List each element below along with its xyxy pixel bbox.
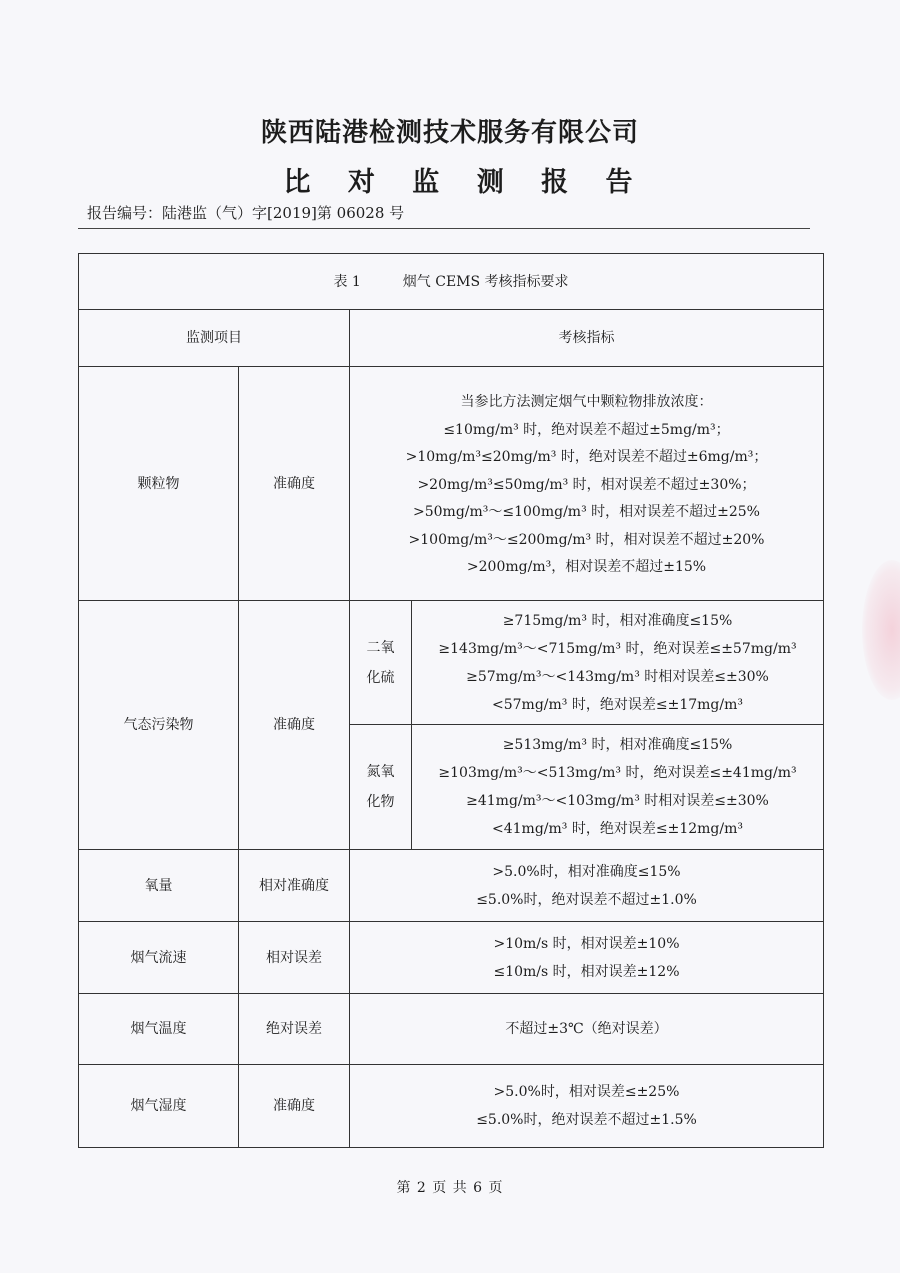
criteria-line: >5.0%时，相对准确度≤15% xyxy=(492,863,681,880)
criteria-flow xyxy=(350,922,824,994)
table-caption: 表 1 烟气 CEMS 考核指标要求 xyxy=(79,254,824,310)
criteria-line: ≥103mg/m³～<513mg/m³ 时，绝对误差≤±41mg/m³ xyxy=(438,765,797,781)
metric-humidity: 准确度 xyxy=(239,1065,350,1148)
criteria-line: >50mg/m³～≤100mg/m³ 时，相对误差不超过±25% xyxy=(413,504,760,521)
item-humidity: 烟气湿度 xyxy=(79,1065,239,1148)
item-gaseous: 气态污染物 xyxy=(79,601,239,850)
column-header-item: 监测项目 xyxy=(79,310,350,367)
criteria-line: 不超过±3℃（绝对误差） xyxy=(505,1021,668,1037)
document-title: 比 对 监 测 报 告 xyxy=(283,167,647,198)
metric-particulate: 准确度 xyxy=(239,367,350,601)
nox-label-line1: 氮氧 xyxy=(366,764,395,780)
company-name: 陕西陆港检测技术服务有限公司 xyxy=(260,118,639,148)
criteria-line: <57mg/m³ 时，绝对误差≤±17mg/m³ xyxy=(492,696,743,713)
header-divider xyxy=(78,228,810,229)
metric-temperature: 绝对误差 xyxy=(239,994,350,1065)
metric-flow: 相对误差 xyxy=(239,922,350,994)
criteria-line: ≥513mg/m³ 时，相对准确度≤15% xyxy=(502,737,733,753)
criteria-line: 当参比方法测定烟气中颗粒物排放浓度： xyxy=(460,394,713,411)
criteria-line: >10mg/m³≤20mg/m³ 时，绝对误差不超过±6mg/m³； xyxy=(405,449,768,466)
criteria-so2 xyxy=(412,601,824,725)
criteria-line: ≤10m/s 时，相对误差±12% xyxy=(493,963,680,980)
criteria-line: ≤10mg/m³ 时，绝对误差不超过±5mg/m³； xyxy=(443,421,730,438)
item-temperature: 烟气温度 xyxy=(79,994,239,1065)
so2-label-line2: 化硫 xyxy=(366,669,395,686)
criteria-line: >20mg/m³≤50mg/m³ 时，相对误差不超过±30%； xyxy=(417,476,756,493)
criteria-humidity xyxy=(350,1065,824,1148)
criteria-line: ≥715mg/m³ 时，相对准确度≤15% xyxy=(502,612,733,629)
metric-gaseous: 准确度 xyxy=(239,601,350,850)
report-number: 报告编号：陆港监（气）字[2019]第 06028 号 xyxy=(87,204,405,222)
criteria-line: ≤5.0%时，绝对误差不超过±1.0% xyxy=(476,891,697,908)
sub-item-so2 xyxy=(350,601,412,725)
criteria-line: ≥143mg/m³～<715mg/m³ 时，绝对误差≤±57mg/m³ xyxy=(438,640,797,657)
criteria-oxygen xyxy=(350,850,824,922)
column-header-criteria: 考核指标 xyxy=(350,310,824,367)
so2-label-line1: 二氧 xyxy=(366,639,395,656)
criteria-line: >200mg/m³，相对误差不超过±15% xyxy=(466,559,707,576)
nox-label-line2: 化物 xyxy=(366,794,395,810)
criteria-table xyxy=(78,253,824,1148)
item-particulate: 颗粒物 xyxy=(79,367,239,601)
page-number: 第 2 页 共 6 页 xyxy=(396,1180,504,1196)
red-seal-stamp xyxy=(862,560,900,700)
criteria-line: <41mg/m³ 时，绝对误差≤±12mg/m³ xyxy=(492,821,743,837)
criteria-line: ≥41mg/m³～<103mg/m³ 时相对误差≤±30% xyxy=(466,793,769,809)
criteria-particulate xyxy=(350,367,824,601)
criteria-line: ≥57mg/m³～<143mg/m³ 时相对误差≤±30% xyxy=(466,668,769,685)
item-flow: 烟气流速 xyxy=(79,922,239,994)
criteria-temperature xyxy=(350,994,824,1065)
item-oxygen: 氧量 xyxy=(79,850,239,922)
metric-oxygen: 相对准确度 xyxy=(239,850,350,922)
sub-item-nox xyxy=(350,725,412,850)
criteria-nox xyxy=(412,725,824,850)
criteria-line: >5.0%时，相对误差≤±25% xyxy=(493,1084,680,1100)
criteria-line: >10m/s 时，相对误差±10% xyxy=(493,935,680,952)
criteria-line: >100mg/m³～≤200mg/m³ 时，相对误差不超过±20% xyxy=(408,531,765,548)
criteria-line: ≤5.0%时，绝对误差不超过±1.5% xyxy=(476,1112,697,1128)
